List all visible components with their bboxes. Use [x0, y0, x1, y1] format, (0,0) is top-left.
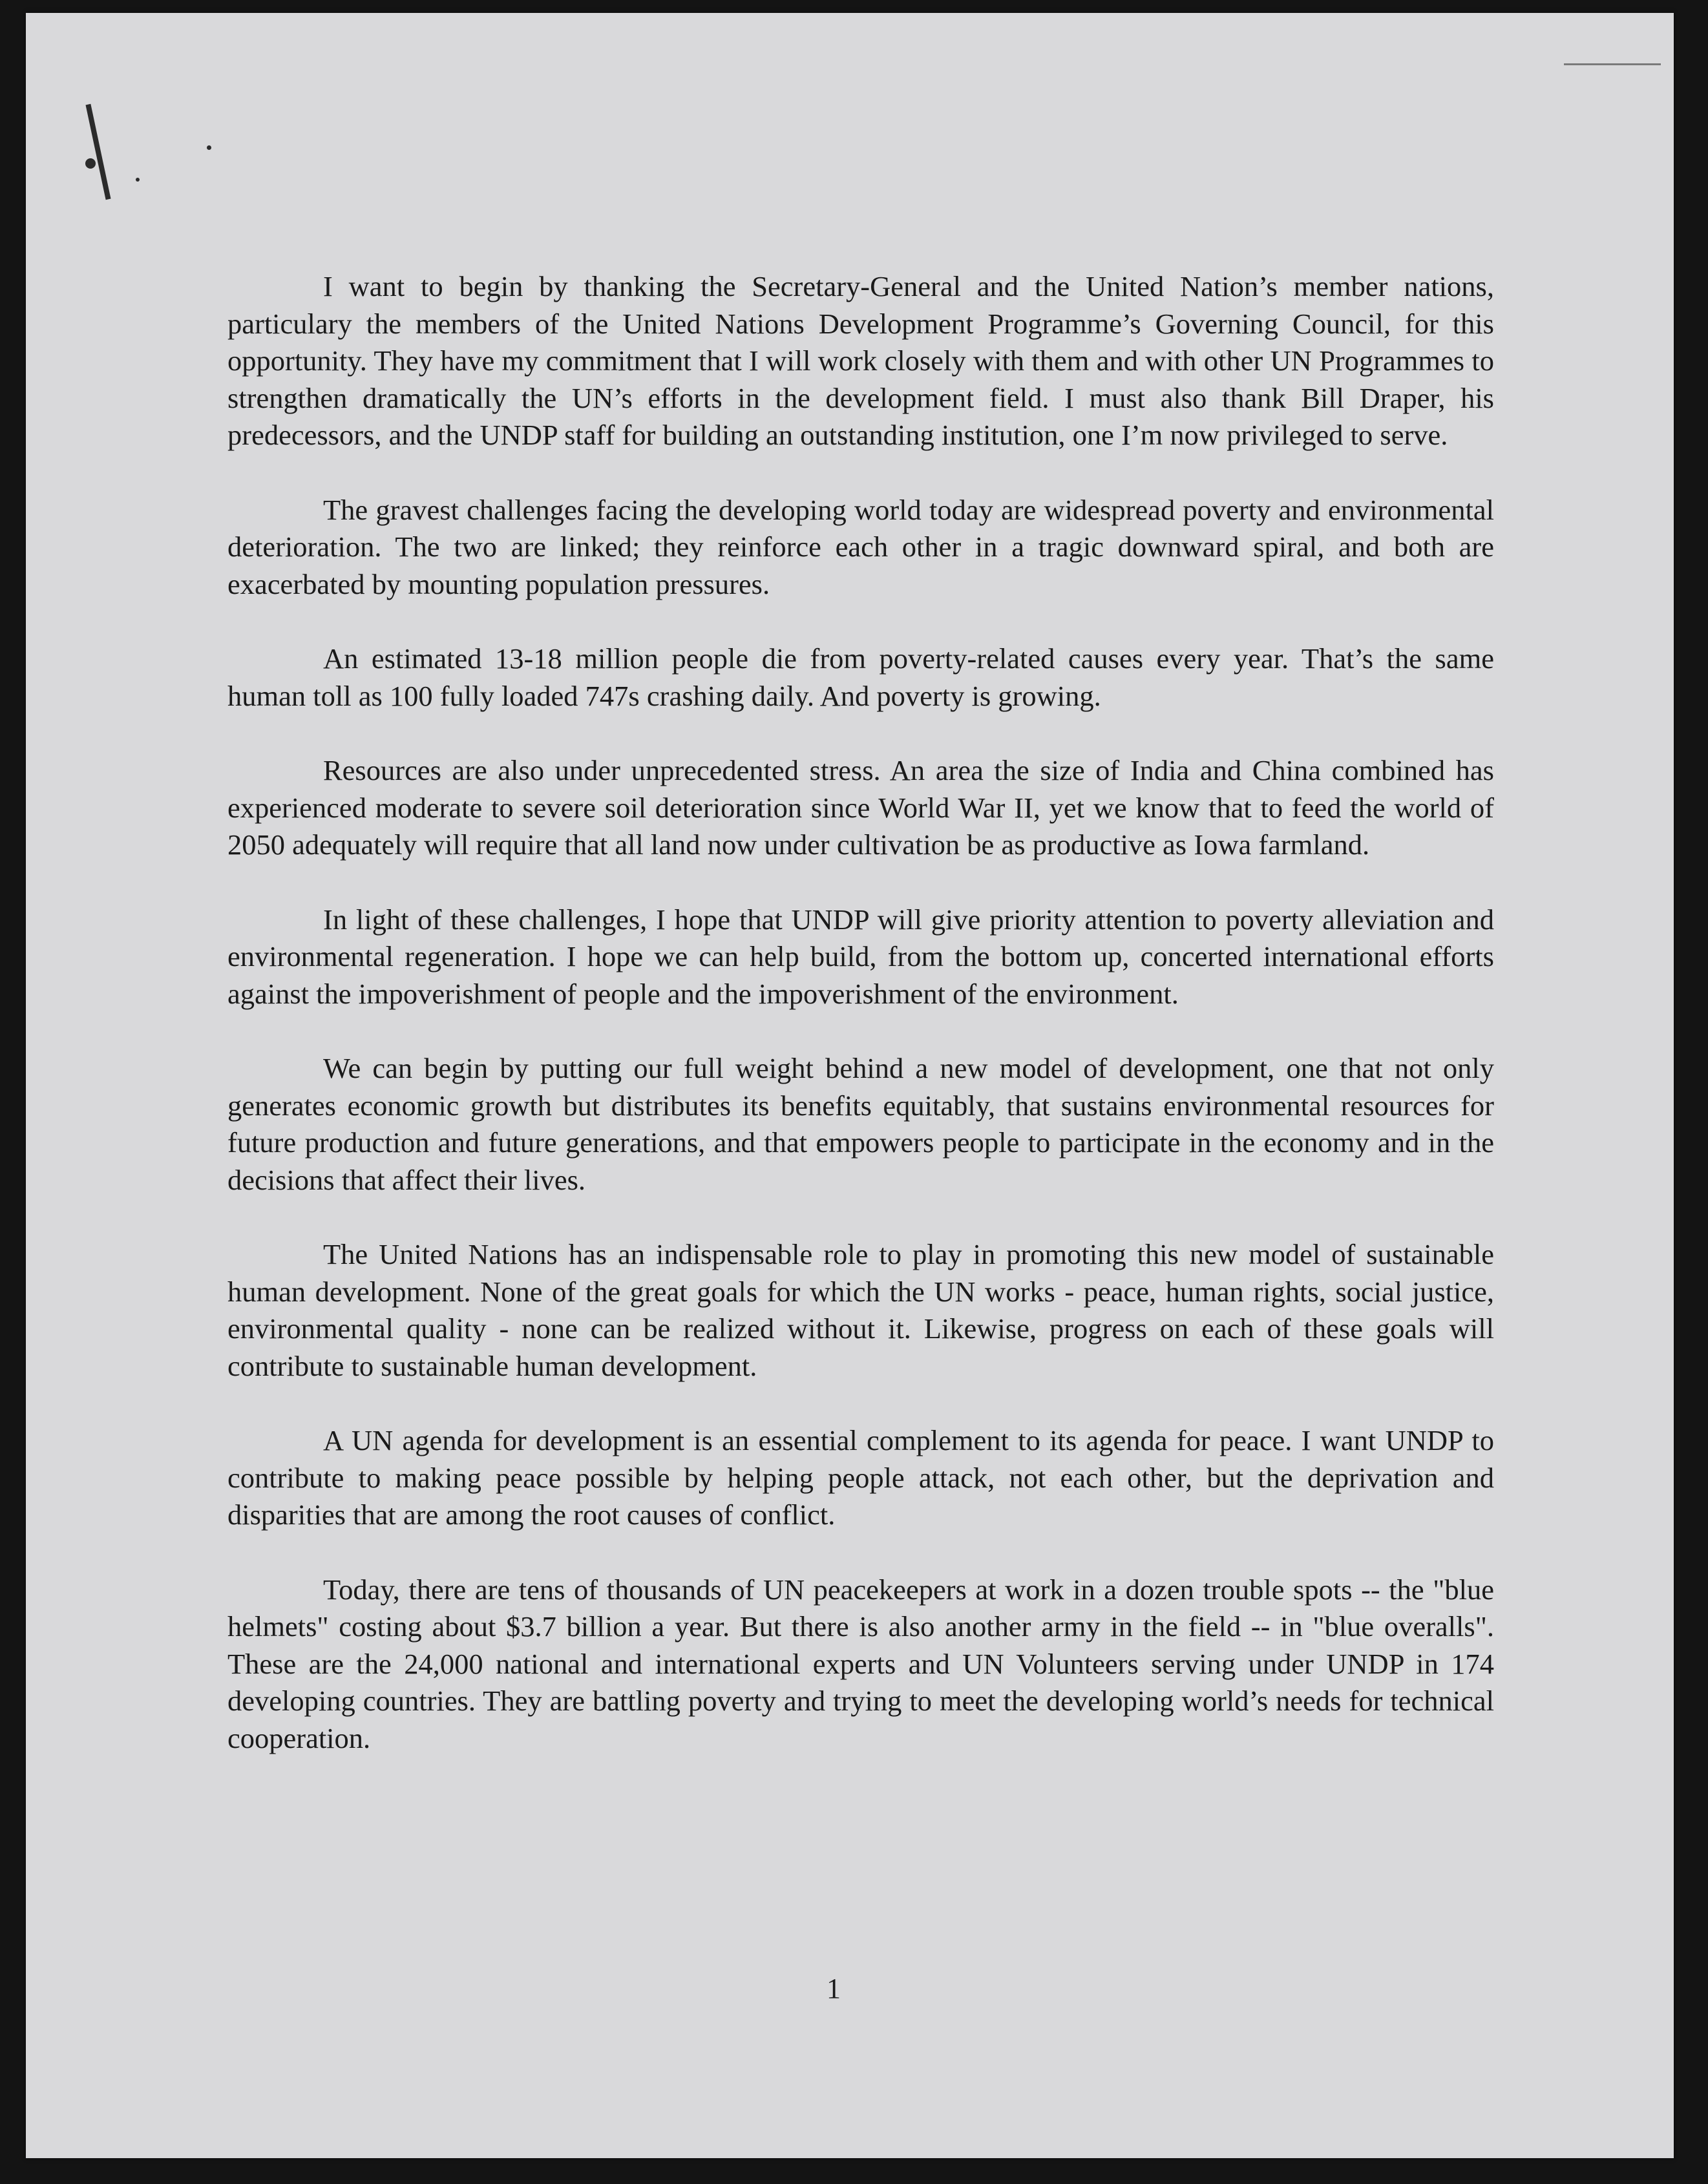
- paragraph-9: Today, there are tens of thousands of UN peacekeepers at work in a dozen trouble spots -- the "blue helmets" costing about $3.7 billion a year. But there is also another army in the field -- in "blue overalls". These are the 24,000 national and international experts and UN Volunteers serving under UNDP in 174 developing countries. They are battling poverty and trying to meet the developing world’s needs for technical cooperation.: [227, 1573, 1494, 1754]
- paragraph-7: The United Nations has an indispensable role to play in promoting this new model of sustainable human development. None of the great goals for which the UN works - peace, human rights, social justice, environmental quality - none can be realized without it. Likewise, progress on each of these goals will contribute to sustainable human development.: [227, 1238, 1494, 1382]
- edge-mark: [1564, 63, 1661, 65]
- paragraph-3: An estimated 13-18 million people die from poverty-related causes every year. That’s the same human toll as 100 fully loaded 747s crashing daily. And poverty is growing.: [227, 642, 1494, 712]
- document-body: [227, 268, 1494, 1794]
- paragraph-6: We can begin by putting our full weight behind a new model of development, one that not only generates economic growth but distributes its benefits equitably, that sustains environmental resources for future production and future generations, and that empowers people to participate in the economy and in the decisions that affect their lives.: [227, 1052, 1494, 1196]
- paragraph-5: In light of these challenges, I hope that UNDP will give priority attention to poverty alleviation and environmental regeneration. I hope we can help build, from the bottom up, concerted international efforts against the impoverishment of people and the impoverishment of the environment.: [227, 903, 1494, 1010]
- punch-hole-mark: [85, 158, 96, 169]
- speck-mark: [136, 178, 140, 182]
- paragraph-8: A UN agenda for development is an essential complement to its agenda for peace. I want UNDP to contribute to making peace possible by helping people attack, not each other, but the deprivation and disparities that are among the root causes of conflict.: [227, 1424, 1494, 1531]
- paragraph-4: Resources are also under unprecedented stress. An area the size of India and China combined has experienced moderate to severe soil deterioration since World War II, yet we know that to feed the world of 2050 adequately will require that all land now under cultivation be as productive as Iowa farmland.: [227, 754, 1494, 861]
- page-number: 1: [827, 1973, 841, 2004]
- paper-sheet: [26, 13, 1674, 2158]
- paragraph-1: I want to begin by thanking the Secretary-General and the United Nation’s member nations, particulary the members of the United Nations Development Programme’s Governing Council, for this opportunity. They have my commitment that I will work closely with them and with other UN Programmes to strengthen dramatically the UN’s efforts in the development field. I must also thank Bill Draper, his predecessors, and the UNDP staff for building an outstanding institution, one I’m now privileged to serve.: [227, 270, 1494, 451]
- speck-mark: [207, 145, 211, 150]
- staple-mark: [85, 104, 111, 200]
- paragraph-2: The gravest challenges facing the developing world today are widespread poverty and environmental deterioration. The two are linked; they reinforce each other in a tragic downward spiral, and both are exacerbated by mounting population pressures.: [227, 493, 1494, 600]
